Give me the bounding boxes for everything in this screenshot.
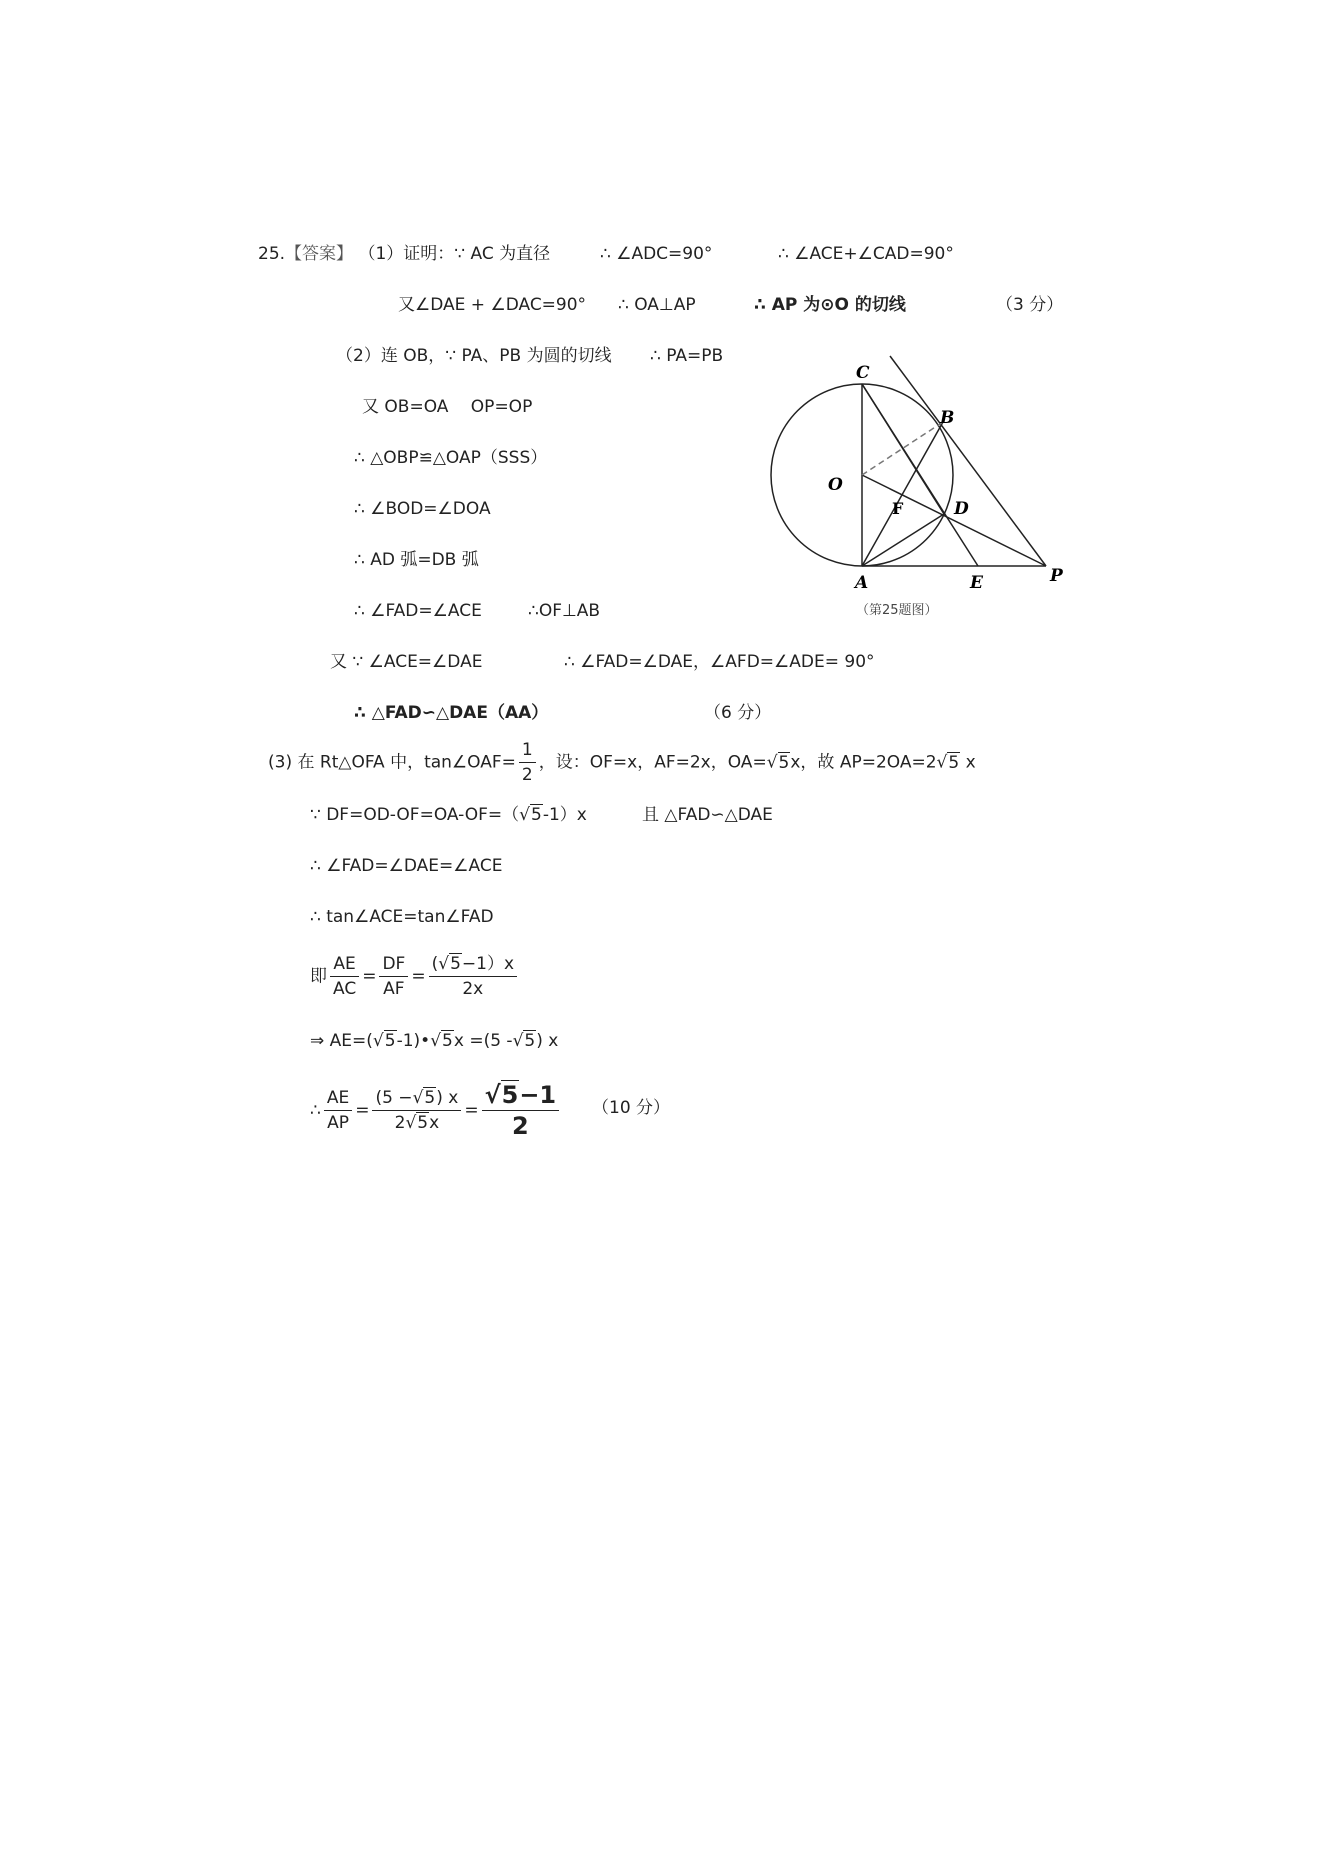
label-d: D bbox=[954, 499, 969, 519]
label-a: A bbox=[855, 573, 869, 593]
step-final-ratio: ∴ $\frac{AE}{AP}$ = $\frac{(5 -√5) x}{2√5x}$ = $\frac{√5-1}{2}$ bbox=[310, 1080, 562, 1141]
answer-tag: 【答案】 bbox=[285, 244, 354, 264]
step-congruent: ∴ △OBP≌△OAP（SSS） bbox=[354, 448, 548, 468]
part3-intro: (3) 在 Rt△OFA 中，tan∠OAF= $\frac{1}{2}$ ，设：OF=x，AF=2x，OA=√5x，故 AP=2OA=2√5 x bbox=[268, 740, 976, 785]
question-number: 25. bbox=[258, 244, 286, 264]
label-f: F bbox=[892, 499, 904, 518]
step-ace-dae: 又 ∵ ∠ACE=∠DAE bbox=[330, 652, 483, 672]
step-ae-value: ⇒ AE=(√5-1)•√5x =(5 -√5) x bbox=[310, 1031, 559, 1051]
step-oa-perp-ap: ∴ OA⊥AP bbox=[618, 295, 696, 315]
score-3: （3 分） bbox=[996, 295, 1064, 315]
proof-intro: （1）证明：∵ AC 为直径 bbox=[358, 244, 551, 264]
step-fad-ace: ∴ ∠FAD=∠ACE bbox=[354, 601, 482, 621]
fraction-df-af: $\frac{DF}{AF}$ bbox=[379, 952, 408, 1001]
part2-intro: （2）连 OB，∵ PA、PB 为圆的切线 bbox=[336, 346, 612, 366]
score-6: （6 分） bbox=[704, 703, 772, 723]
label-o: O bbox=[828, 475, 843, 495]
segment-cd bbox=[862, 384, 944, 514]
step-of-perp-ab: ∴OF⊥AB bbox=[528, 601, 601, 621]
label-e: E bbox=[970, 573, 983, 593]
step-similar: ∴ △FAD∽△DAE（AA） bbox=[354, 703, 549, 723]
tangent-line-bp bbox=[890, 356, 1046, 566]
segment-ce bbox=[862, 384, 978, 566]
step-dae-dac: 又∠DAE + ∠DAC=90° bbox=[398, 295, 587, 315]
step-pa-pb: ∴ PA=PB bbox=[650, 346, 724, 366]
segment-ob-dashed bbox=[862, 422, 943, 475]
fraction-one-half: $\frac{1}{2}$ bbox=[519, 738, 536, 787]
segment-ad bbox=[862, 514, 944, 566]
figure-caption: （第25题图） bbox=[856, 603, 938, 618]
segment-ab bbox=[862, 422, 943, 566]
step-tangent-conclusion: ∴ AP 为⊙O 的切线 bbox=[754, 295, 906, 315]
step-df: ∵ DF=OD-OF=OA-OF=（√5-1）x bbox=[310, 805, 587, 825]
step-and-similar: 且 △FAD∽△DAE bbox=[642, 805, 773, 825]
step-tan-equal: ∴ tan∠ACE=tan∠FAD bbox=[310, 907, 494, 927]
label-p: P bbox=[1050, 566, 1063, 586]
fraction-final-answer: $\frac{√5-1}{2}$ bbox=[482, 1080, 560, 1141]
step-arc-equal: ∴ AD 弧=DB 弧 bbox=[354, 550, 479, 570]
segment-op bbox=[862, 475, 1046, 566]
fraction-ae-ap: $\frac{AE}{AP}$ bbox=[324, 1086, 352, 1135]
circle-o bbox=[771, 384, 953, 566]
step-angle-chain: ∴ ∠FAD=∠DAE=∠ACE bbox=[310, 856, 503, 876]
answer-line-1 bbox=[258, 242, 550, 266]
label-b: B bbox=[940, 408, 955, 428]
score-10: （10 分） bbox=[592, 1098, 671, 1118]
step-angle-sum: ∴ ∠ACE+∠CAD=90° bbox=[778, 244, 954, 264]
step-ob-oa: 又 OB=OA OP=OP bbox=[362, 397, 533, 417]
label-c: C bbox=[856, 363, 870, 383]
step-angle-adc: ∴ ∠ADC=90° bbox=[600, 244, 713, 264]
step-fad-dae-angles: ∴ ∠FAD=∠DAE，∠AFD=∠ADE= 90° bbox=[564, 652, 875, 672]
fraction-df-value: $\frac{(√5-1)x}{2x}$ bbox=[429, 952, 517, 1001]
step-bod-doa: ∴ ∠BOD=∠DOA bbox=[354, 499, 491, 519]
fraction-ae-ac: $\frac{AE}{AC}$ bbox=[330, 952, 359, 1001]
fraction-ae-ap-value: $\frac{(5 -√5) x}{2√5x}$ bbox=[372, 1086, 461, 1135]
step-ratio: 即 $\frac{AE}{AC}$ = $\frac{DF}{AF}$ = $\frac{(√5-1)x}{2x}$ bbox=[310, 952, 520, 1001]
